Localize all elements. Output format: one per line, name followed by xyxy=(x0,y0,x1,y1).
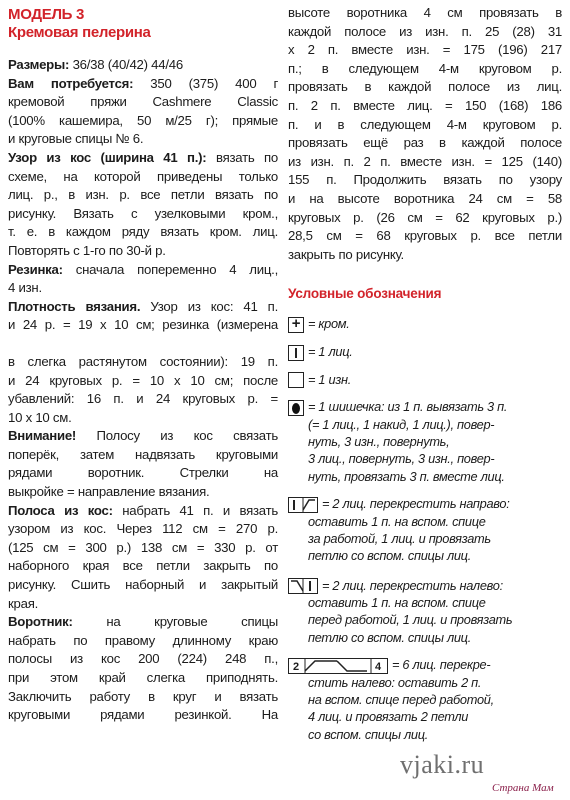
legend-item xyxy=(288,343,562,361)
text-line xyxy=(8,186,278,205)
section-heading: Вам потребуется: xyxy=(8,75,134,91)
model-number: МОДЕЛЬ 3 xyxy=(8,6,85,23)
text-segment: полосы из кос 200 (224) 248 п., xyxy=(8,651,278,667)
text-segment: поперёк, затем надвязать круговыми xyxy=(8,446,278,462)
text-line xyxy=(8,464,278,483)
text-segment: круговыми рядами резинкой. На xyxy=(8,707,278,723)
text-segment: кремовой пряжи Cashmere Classic xyxy=(8,94,278,110)
legend-text: = 1 лиц. xyxy=(308,343,353,359)
text-line xyxy=(8,298,278,317)
text-line xyxy=(8,613,278,632)
legend-text: петлю со вспом. спицы лиц. xyxy=(308,548,471,564)
text-segment: лиц. р., в изн. р. все петли вязать по xyxy=(8,187,278,203)
text-segment: в слегка растянутом состоянии): 19 п. xyxy=(8,353,278,369)
text-segment: и круговые спицы № 6. xyxy=(8,131,144,147)
legend-item xyxy=(288,398,562,485)
cross-right-2-icon xyxy=(288,497,318,513)
text-segment: схеме, на которой приведены только xyxy=(8,168,278,184)
legend-text: перед работой, 1 лиц. и провязать xyxy=(308,612,513,628)
text-line xyxy=(8,56,278,75)
legend-text: = 2 лиц. перекрестить направо: xyxy=(322,496,510,511)
text-segment: сначала попеременно 4 лиц., xyxy=(62,261,278,277)
symbol-label: 2 xyxy=(293,660,299,673)
text-line xyxy=(8,502,278,521)
legend-first-line xyxy=(288,343,562,361)
section-heading: Полоса из кос: xyxy=(8,502,113,518)
text-line xyxy=(8,168,278,187)
legend-text: = 1 изн. xyxy=(308,371,351,387)
text-segment: 4 изн. xyxy=(8,280,42,296)
legend-text: (= 1 лиц., 1 накид, 1 лиц.), повер- xyxy=(308,416,495,432)
text-segment: наборного края все петли закрыть по xyxy=(8,558,278,574)
legend-first-line xyxy=(288,315,562,333)
text-segment: и 24 круговых р. = 10 х 10 см; после xyxy=(8,372,278,388)
empty-box-icon xyxy=(288,372,304,388)
text-segment: и 24 р. = 19 х 10 см; резинка (измерена xyxy=(8,317,278,333)
text-line xyxy=(8,93,278,112)
text-segment: рисунку. Вязать с узелковыми кром., xyxy=(8,205,278,221)
brand-watermark: Страна Мам xyxy=(492,782,554,794)
text-segment: при этом край слегка приподнять. xyxy=(8,670,278,685)
paragraph-gap xyxy=(8,335,278,353)
text-line xyxy=(8,595,278,614)
text-line: 28,5 см = 68 круговых р. все петли xyxy=(288,228,562,244)
text-segment: выкройке = направление вязания. xyxy=(8,484,210,500)
left-column xyxy=(8,6,278,725)
text-segment: Узор из кос: 41 п. xyxy=(140,298,278,314)
text-segment: узором из кос. Через 112 см = 270 р. xyxy=(8,521,278,537)
text-line xyxy=(8,446,278,465)
text-line: 155 п. Продолжить вязать по узору xyxy=(288,172,562,188)
section-heading: Внимание! xyxy=(8,428,77,444)
right-column xyxy=(288,4,562,743)
legend-item xyxy=(288,315,562,333)
section-heading: Воротник: xyxy=(8,614,73,630)
legend-first-line xyxy=(288,398,562,416)
text-segment: убавлений: 16 п. и 24 круговых р. = xyxy=(8,391,278,407)
text-segment: Полосу из кос связать xyxy=(76,428,278,444)
legend-item xyxy=(288,371,562,389)
text-segment: набрать по правому длинному краю xyxy=(8,632,278,648)
legend-item xyxy=(288,656,562,743)
text-line xyxy=(8,706,278,725)
text-segment: Повторять с 1-го по 30-й р. xyxy=(8,242,166,258)
text-line: п. и в следующем 4-м круговом р. xyxy=(288,116,562,132)
text-line xyxy=(8,223,278,242)
text-line: п.; в следующем 4-м круговом р. xyxy=(288,60,562,76)
text-line xyxy=(8,409,278,428)
legend-text: стить налево: оставить 2 п. xyxy=(308,674,482,690)
text-line: круговых р. (26 см = 62 круговых р.) xyxy=(288,209,562,225)
text-line: закрыть по рисунку. xyxy=(288,246,404,262)
text-line: каждой полосе из изн. п. 25 (28) 31 xyxy=(288,23,562,39)
legend-text: нуть, 3 изн., повернуть, xyxy=(308,434,450,450)
text-line xyxy=(8,632,278,651)
legend-first-line xyxy=(288,577,562,595)
legend xyxy=(288,315,562,743)
section-heading: Узор из кос (ширина 41 п.): xyxy=(8,149,207,165)
text-line: из изн. п. 2 п. вместе изн. = 125 (140) xyxy=(288,153,562,169)
text-segment: набрать 41 п. и вязать xyxy=(112,502,278,518)
legend-text: на вспом. спице перед работой, xyxy=(308,691,494,707)
legend-item xyxy=(288,577,562,647)
bobble-box-icon xyxy=(288,400,304,416)
text-line xyxy=(8,261,278,280)
model-title: Кремовая пелерина xyxy=(8,24,151,41)
text-segment: на круговые спицы xyxy=(72,614,278,630)
text-line xyxy=(8,316,278,335)
section-heading: Размеры: xyxy=(8,57,70,72)
text-line xyxy=(8,557,278,576)
text-line xyxy=(8,353,278,372)
legend-text: оставить 1 п. на вспом. спице xyxy=(308,513,486,529)
site-watermark: vjaki.ru xyxy=(400,750,485,779)
text-line xyxy=(8,539,278,558)
text-line: провязать в каждой полосе из лиц. xyxy=(288,79,562,95)
text-line: п. 2 п. вместе лиц. = 150 (168) 186 xyxy=(288,97,562,113)
text-line xyxy=(8,279,278,298)
text-line xyxy=(8,390,278,409)
text-line xyxy=(8,149,278,168)
legend-text: за работой, 1 лиц. и провязать xyxy=(308,530,491,546)
text-line xyxy=(8,669,278,688)
text-line xyxy=(8,112,278,131)
text-line xyxy=(8,205,278,224)
text-line xyxy=(8,576,278,595)
legend-first-line xyxy=(288,656,562,674)
text-segment: Заключить работу в круг и вязать xyxy=(8,688,278,704)
legend-text: оставить 1 п. на вспом. спице xyxy=(308,595,486,611)
plus-box-icon: + xyxy=(288,317,304,333)
cross-left-2-icon xyxy=(288,578,318,594)
cross-left-6-icon xyxy=(288,658,388,674)
text-line: высоте воротника 4 см провязать в xyxy=(288,5,562,20)
text-line xyxy=(8,520,278,539)
text-line xyxy=(8,650,278,669)
text-segment: т. е. в каждом ряду вязать кром. лиц. xyxy=(8,224,278,240)
legend-item xyxy=(288,495,562,565)
text-line xyxy=(8,483,278,502)
legend-text: петлю со вспом. спицы лиц. xyxy=(308,629,471,645)
legend-text: = 1 шишечка: из 1 п. вывязать 3 п. xyxy=(308,399,508,415)
section-heading: Плотность вязания. xyxy=(8,298,141,314)
legend-text: со вспом. спицы лиц. xyxy=(308,726,428,742)
legend-text: = кром. xyxy=(308,316,350,332)
text-segment: вязать по xyxy=(206,149,278,165)
legend-text: нуть, провязать 3 п. вместе лиц. xyxy=(308,468,505,484)
text-segment: 350 (375) 400 г xyxy=(133,75,278,91)
legend-text: = 2 лиц. перекрестить налево: xyxy=(322,577,503,593)
text-segment: 36/38 (40/42) 44/46 xyxy=(69,57,183,72)
text-line xyxy=(8,688,278,707)
text-line xyxy=(8,75,278,94)
text-line: провязать ещё раз в каждой полосе xyxy=(288,135,562,151)
legend-text: 4 лиц. и провязать 2 петли xyxy=(308,709,469,725)
legend-first-line xyxy=(288,495,562,513)
text-line xyxy=(8,427,278,446)
text-line xyxy=(8,372,278,391)
legend-text: = 6 лиц. перекре- xyxy=(392,657,491,673)
text-segment: рядами воротник. Стрелки на xyxy=(8,465,278,481)
text-segment: 10 х 10 см. xyxy=(8,409,72,425)
text-segment: рисунку. Сшить наборный и закрытый xyxy=(8,577,278,593)
text-segment: края. xyxy=(8,595,38,611)
text-segment: (125 см = 300 р.) 138 см = 330 р. от xyxy=(8,539,278,555)
text-line: х 2 п. вместе изн. = 175 (196) 217 xyxy=(288,42,562,58)
section-heading: Резинка: xyxy=(8,261,63,277)
instructions-text xyxy=(8,56,278,725)
instructions-continued xyxy=(288,4,562,264)
bar-box-icon xyxy=(288,345,304,361)
text-line: и на высоте воротника 24 см = 58 xyxy=(288,190,562,206)
text-line xyxy=(8,242,278,261)
text-segment: (100% кашемира, 50 м/25 г); прямые xyxy=(8,112,278,128)
legend-title: Условные обозначения xyxy=(288,286,442,302)
legend-first-line xyxy=(288,371,562,389)
text-line xyxy=(8,130,278,149)
legend-text: 3 лиц., повернуть, 3 изн., повер- xyxy=(308,451,495,467)
symbol-label: 4 xyxy=(375,660,381,673)
